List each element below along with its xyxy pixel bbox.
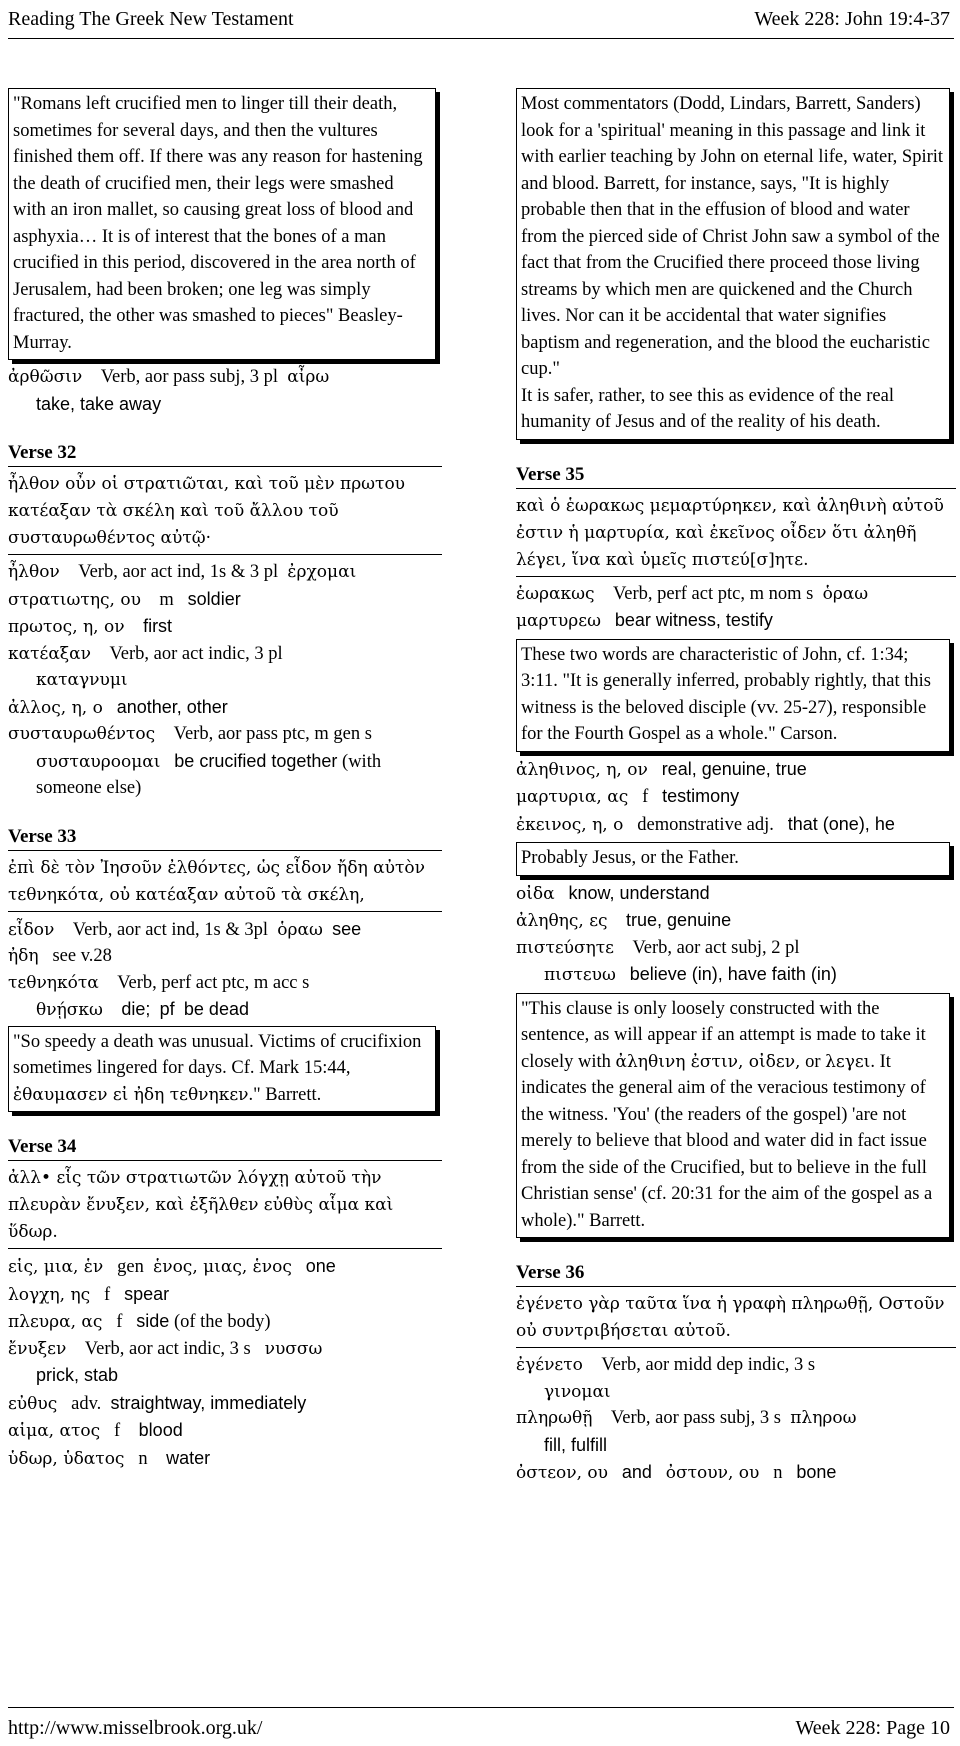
vocab-entry: ἦλθον Verb, aor act ind, 1s & 3 pl ἐρχομαι xyxy=(8,562,357,582)
commentary-box: "This clause is only loosely constructed with the sentence, as will appear if an attempt is made to take it closely with ἀληθινη ἐστιν, οἰδεν, or λεγει. It indicates the general aim of the veracious testimony of the witness. 'You' (the readers of the gospel) 'are not merely to believe that blood and water did in fact issue from the side of the Crucified, but to believe in the full Christian sense' (cf. 20:31 for the aim of the gospel as a whole)." Barrett. xyxy=(516,993,950,1239)
header-week: Week 228: John 19:4-37 xyxy=(754,8,950,30)
verse-heading: Verse 32 xyxy=(8,442,77,463)
vocab-entry: ἀλλος, η, ο another, other xyxy=(8,696,228,718)
vocab-entry: ἀληθινος, η, ον real, genuine, true xyxy=(516,758,807,780)
verse-heading: Verse 34 xyxy=(8,1136,77,1157)
right-column xyxy=(516,88,956,1487)
commentary-box: "So speedy a death was unusual. Victims of crucifixion sometimes lingered for days. Cf. Mark 15:44, ἐθαυμασεν εἰ ἠδη τεθνηκεν." Barrett. xyxy=(8,1026,436,1113)
commentary-box: "Romans left crucified men to linger till their death, sometimes for several days, and then the vultures finished them off. If there was any reason for hastening the death of crucified men, their legs were smashed with an iron mallet, so causing great loss of blood and asphyxia… It is of interest that the bones of a man crucified in this period, discovered in the area north of Jerusalem, had been broken; one leg was simply fractured, the other was smashed to pieces" Beasley-Murray. xyxy=(8,88,436,360)
vocab-entry: οἰδα know, understand xyxy=(516,882,710,904)
vocab-entry: στρατιωτης, ου m soldier xyxy=(8,588,241,610)
vocab-entry: πληρωθῇ Verb, aor pass subj, 3 s πληροω fill, fulfill xyxy=(516,1408,857,1455)
vocab-entry: ἠδη see v.28 xyxy=(8,946,112,966)
vocab-entry: εἱς, μια, ἑν gen ἑνος, μιας, ἑνος one xyxy=(8,1256,336,1277)
vocab-entry: ἀρθῶσιν Verb, aor pass subj, 3 pl αἶρω take, take away xyxy=(8,367,330,414)
vocab-entry: ἔνυξεν Verb, aor act indic, 3 s νυσσω prick, stab xyxy=(8,1338,323,1385)
verse-rule xyxy=(516,1286,956,1287)
commentary-box: Most commentators (Dodd, Lindars, Barrett, Sanders) look for a 'spiritual' meaning in this passage and link it with earlier teaching by John on eternal life, water, Spirit and blood. Barrett, for instance, says, "It is highly probable then that in the effusion of blood and water from the pierced side of Christ John saw a symbol of the fact that from the Crucified there proceed those living streams by which men are quickened and the Church lives. Nor can it be accidental that water signifies baptism and regeneration, and the blood the eucharistic cup." It is safer, rather, to see this as evidence of the real humanity of Jesus and of the reality of his death. xyxy=(516,88,950,440)
verse-text: ἐγένετο γὰρ ταῦτα ἵνα ἡ γραφὴ πληρωθῇ, Οστοῦν οὐ συντριβήσεται αὐτοῦ. xyxy=(516,1294,945,1341)
left-column xyxy=(8,88,442,1472)
header-title: Reading The Greek New Testament xyxy=(8,8,294,30)
page-footer xyxy=(0,1700,960,1746)
verse-text: ἦλθον οὖν οἱ στρατιῶται, καὶ τοῦ μὲν πρωτου κατέαξαν τὰ σκέλη καὶ τοῦ ἄλλου τοῦ συσταυρωθέντος αὐτῷ· xyxy=(8,474,406,548)
vocab-entry: λογχη, ης f spear xyxy=(8,1283,170,1305)
footer-rule xyxy=(8,1707,954,1708)
vocab-entry: μαρτυρια, ας f testimony xyxy=(516,786,740,807)
verse-text: ἐπὶ δὲ τὸν Ἰησοῦν ἐλθόντες, ὡς εἶδον ἤδη αὐτὸν τεθνηκότα, οὐ κατέαξαν αὐτοῦ τὰ σκέλη, xyxy=(8,857,425,905)
header-rule xyxy=(8,38,954,39)
verse-rule xyxy=(8,466,442,467)
vocab-entry: τεθνηκότα Verb, perf act ptc, m acc s θνῄσκω die; pf be dead xyxy=(8,972,310,1020)
vocab-entry: ὑδωρ, ὑδατος n water xyxy=(8,1447,211,1469)
verse-rule xyxy=(516,576,956,577)
vocab-entry: εὐθυς adv. straightway, immediately xyxy=(8,1392,307,1414)
vocab-entry: πλευρα, ας f side (of the body) xyxy=(8,1311,271,1332)
verse-heading: Verse 33 xyxy=(8,825,77,847)
verse-rule xyxy=(516,1347,956,1348)
verse-heading: Verse 35 xyxy=(516,463,585,485)
vocab-entry: συσταυρωθέντος Verb, aor pass ptc, m gen s συσταυροομαι be crucified together (with someone else) xyxy=(8,724,382,798)
page-header xyxy=(0,0,960,40)
verse-rule xyxy=(8,1160,442,1161)
vocab-entry: αἱμα, ατος f blood xyxy=(8,1420,183,1441)
vocab-entry: ἐγένετο Verb, aor midd dep indic, 3 s γινομαι xyxy=(516,1355,816,1402)
vocab-entry: ὀστεον, ου and ὀστουν, ου n bone xyxy=(516,1462,837,1483)
footer-page: Week 228: Page 10 xyxy=(795,1717,950,1739)
commentary-box: These two words are characteristic of John, cf. 1:34; 3:11. "It is generally inferred, probably rightly, that this witness is the beloved disciple (vv. 25-27), responsible for the Fourth Gospel as a whole." Carson. xyxy=(516,639,950,752)
verse-rule xyxy=(8,1248,442,1249)
verse-rule xyxy=(8,911,442,912)
commentary-box: Probably Jesus, or the Father. xyxy=(516,842,950,876)
vocab-entry: ἀληθης, ες true, genuine xyxy=(516,910,732,931)
vocab-entry: εἶδον Verb, aor act ind, 1s & 3pl ὁραω see xyxy=(8,918,362,940)
verse-rule xyxy=(516,488,956,489)
verse-heading: Verse 36 xyxy=(516,1262,585,1283)
verse-text: καὶ ὁ ἑωρακως μεμαρτύρηκεν, καὶ ἀληθινὴ αὐτοῦ ἐστιν ἡ μαρτυρία, καὶ ἐκεῖνος οἶδεν ὅτι ἀληθῆ λέγει, ἵνα καὶ ὑμεῖς πιστεύ[σ]ητε. xyxy=(516,495,944,570)
vocab-entry: κατέαξαν Verb, aor act indic, 3 pl καταγνυμι xyxy=(8,643,283,690)
verse-rule xyxy=(8,850,442,851)
vocab-entry: πιστεύσητε Verb, aor act subj, 2 pl πιστευω believe (in), have faith (in) xyxy=(516,937,837,985)
vocab-entry: ἑωρακως Verb, perf act ptc, m nom s ὁραω xyxy=(516,583,869,604)
vocab-entry: πρωτος, η, ον first xyxy=(8,616,173,637)
verse-rule xyxy=(8,554,442,555)
vocab-entry: μαρτυρεω bear witness, testify xyxy=(516,610,773,631)
vocab-entry: ἐκεινος, η, ο demonstrative adj. that (one), he xyxy=(516,813,895,835)
verse-text: ἀλλ• εἷς τῶν στρατιωτῶν λόγχῃ αὐτοῦ τὴν πλευρὰν ἔνυξεν, καὶ ἐξῆλθεν εὐθὺς αἷμα καὶ ὕδωρ. xyxy=(8,1168,394,1242)
footer-url: http://www.misselbrook.org.uk/ xyxy=(8,1717,263,1739)
